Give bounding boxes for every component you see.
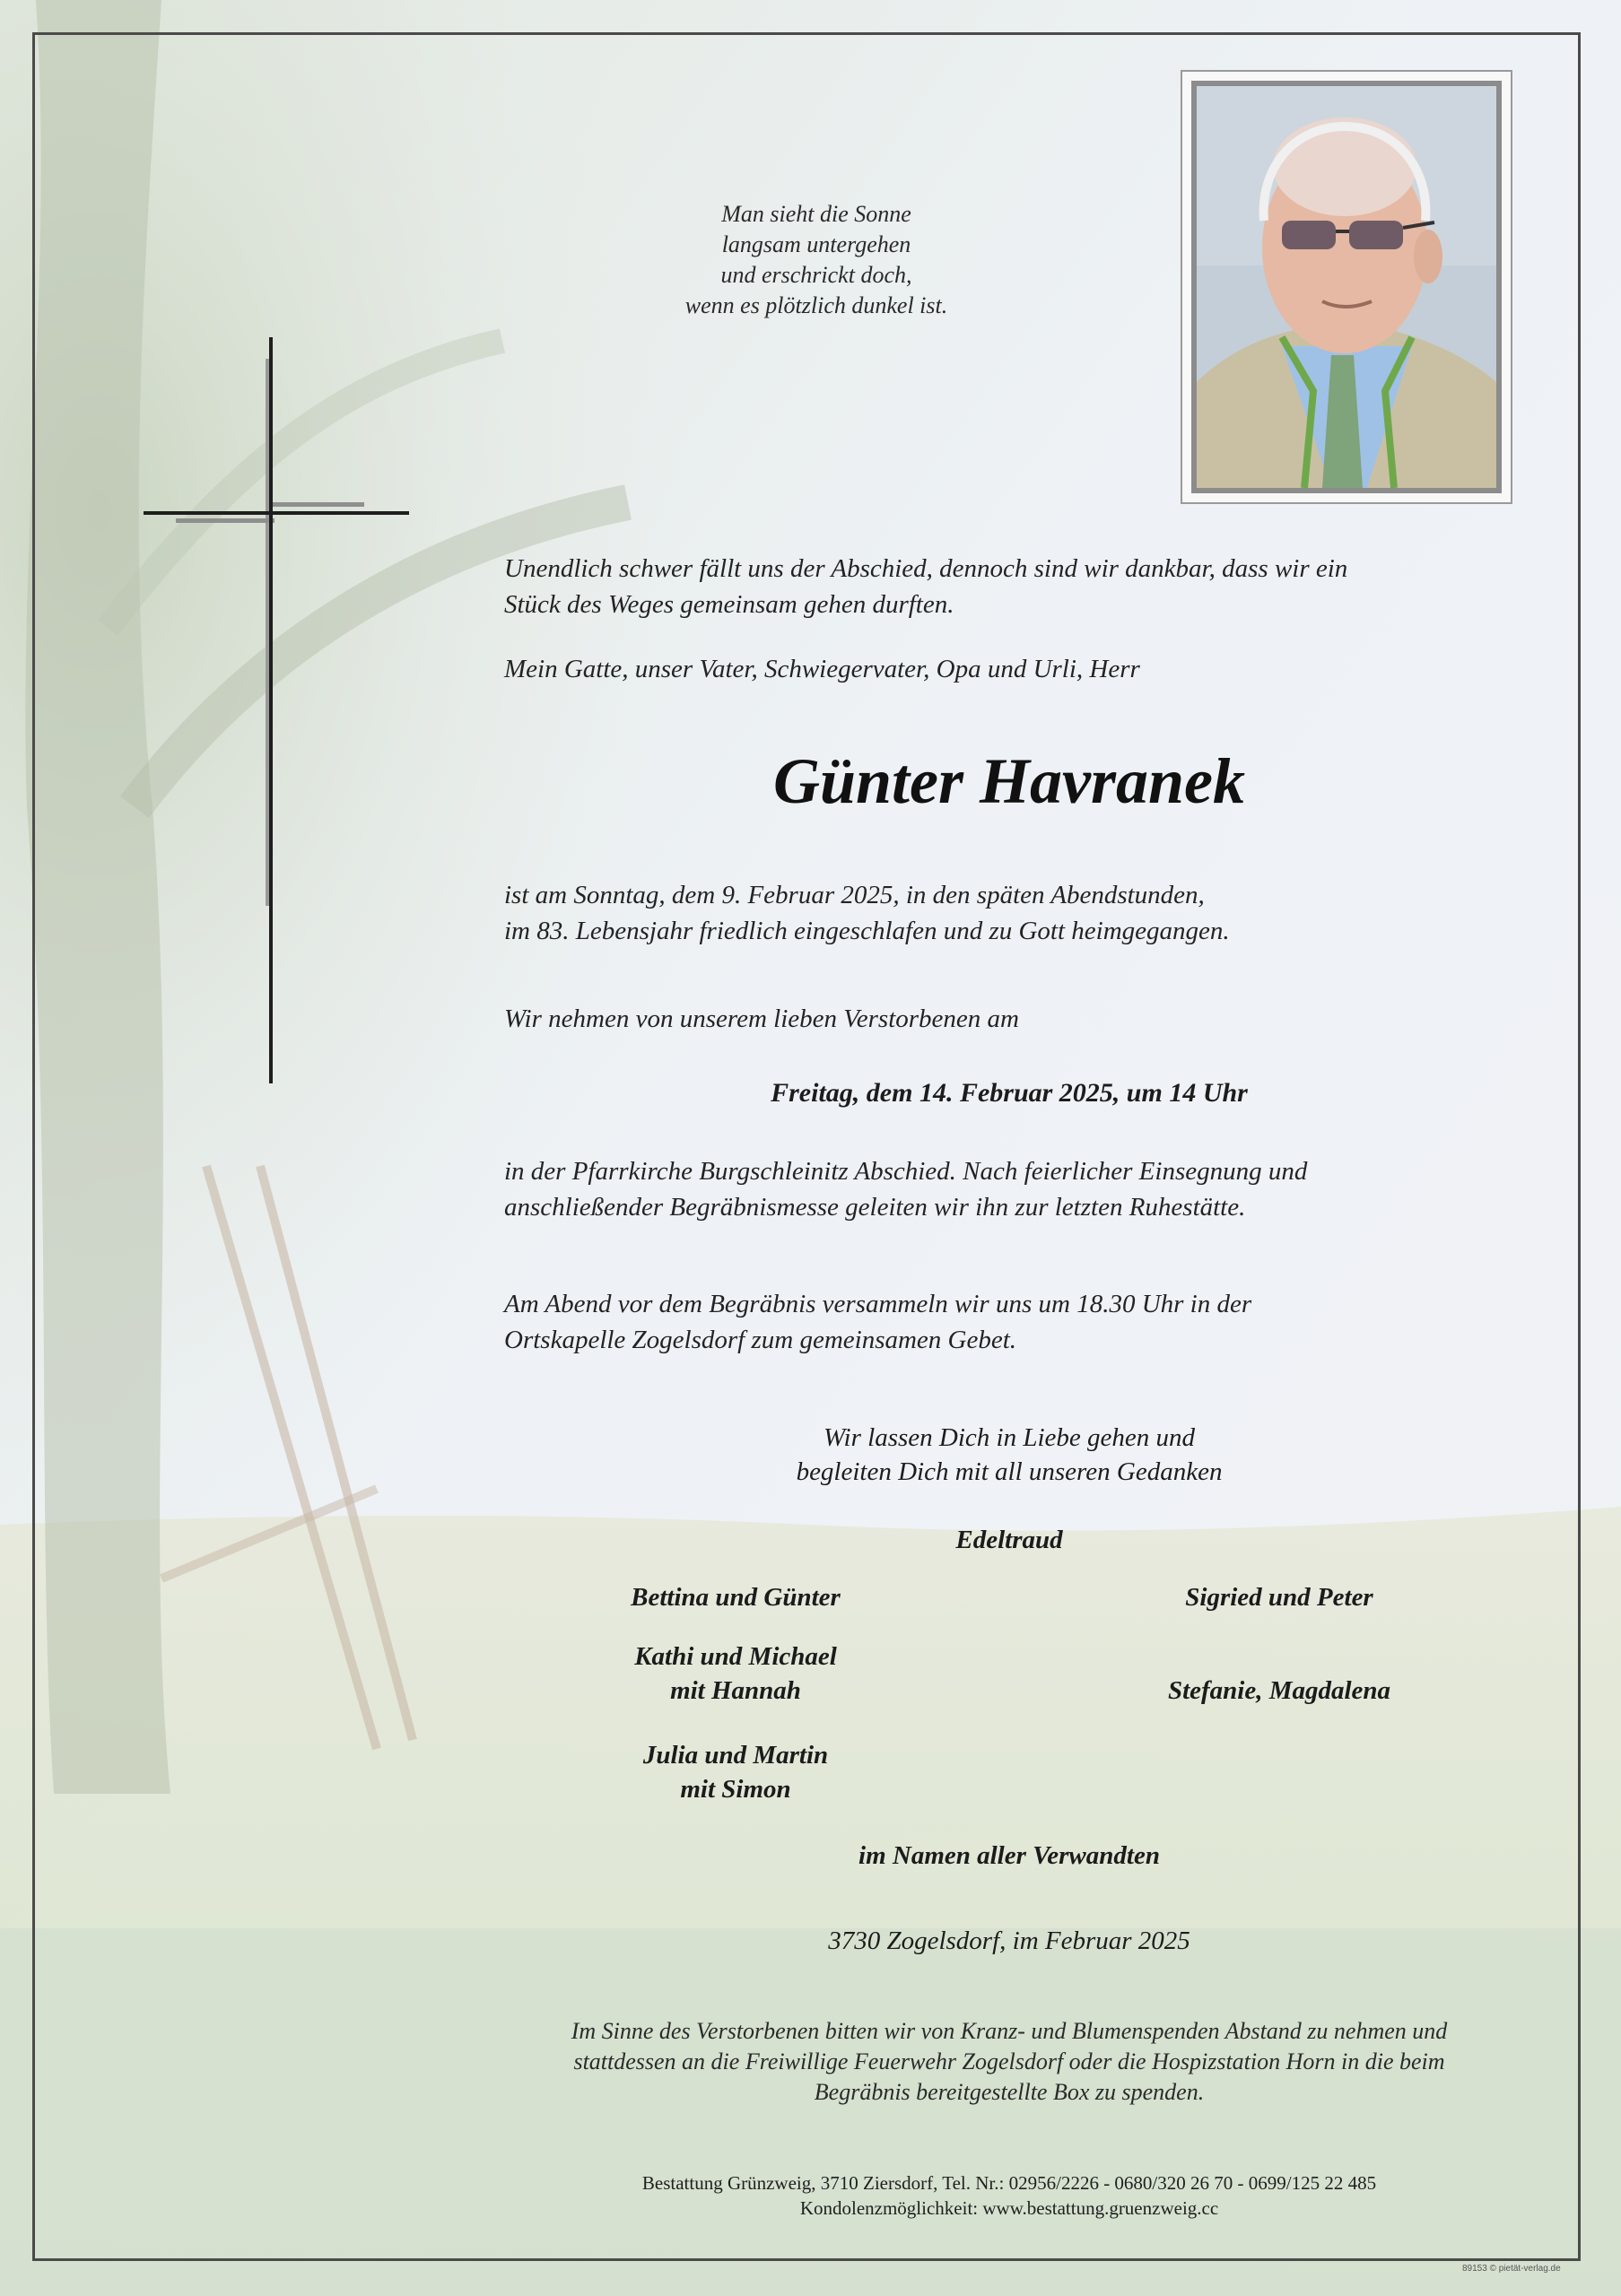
portrait-frame <box>1181 70 1512 504</box>
death-notice <box>504 877 1527 949</box>
family-member-line: mit Hannah <box>670 1676 801 1705</box>
intro-line: Stück des Weges gemeinsam gehen durften. <box>504 590 954 619</box>
poem-line: wenn es plötzlich dunkel ist. <box>684 292 948 318</box>
family-member-group <box>556 1639 915 1708</box>
family-member-group <box>1100 1580 1459 1614</box>
farewell-line: in der Pfarrkirche Burgschleinitz Abschied. Nach feierlicher Einsegnung und <box>504 1157 1308 1186</box>
relation-text: Mein Gatte, unser Vater, Schwiegervater, Opa und Urli, Herr <box>504 655 1140 683</box>
footer-contact: Bestattung Grünzweig, 3710 Ziersdorf, Tel. Nr.: 02956/2226 - 0680/320 26 70 - 0699/125 22 485 <box>641 2172 1377 2194</box>
farewell-line: anschließender Begräbnismesse geleiten wir ihn zur letzten Ruhestätte. <box>504 1193 1246 1222</box>
poem-line: langsam untergehen <box>721 231 911 257</box>
evening-prayer <box>504 1286 1527 1358</box>
evening-prayer-line: Ortskapelle Zogelsdorf zum gemeinsamen Gebet. <box>504 1326 1017 1354</box>
footer-condolence: Kondolenzmöglichkeit: www.bestattung.gruenzweig.cc <box>799 2197 1219 2219</box>
cross-shadow-horizontal-left <box>176 518 275 523</box>
poem-line: und erschrickt doch, <box>720 262 912 288</box>
family-member-line: Julia und Martin <box>642 1741 829 1770</box>
donation-line: stattdessen an die Freiwillige Feuerwehr Zogelsdorf oder die Hospizstation Horn in die beim <box>573 2048 1445 2074</box>
cross-shadow-horizontal-right <box>269 502 364 507</box>
family-member-line: Kathi und Michael <box>634 1642 837 1671</box>
family-spouse: Edeltraud <box>955 1526 1063 1554</box>
funeral-date: Freitag, dem 14. Februar 2025, um 14 Uhr <box>771 1078 1248 1108</box>
portrait-illustration <box>1197 86 1496 488</box>
donation-line: Im Sinne des Verstorbenen bitten wir von Kranz- und Blumenspenden Abstand zu nehmen und <box>571 2018 1448 2044</box>
intro-line: Unendlich schwer fällt uns der Abschied, dennoch sind wir dankbar, dass wir ein <box>504 554 1348 583</box>
publisher-mark: © pietät-verlag.de <box>1489 2264 1561 2274</box>
closing-words <box>628 1421 1390 1489</box>
farewell-text <box>504 1153 1527 1225</box>
cross-beam <box>144 511 409 515</box>
deceased-name: Günter Havranek <box>772 745 1246 817</box>
donation-line: Begräbnis bereitgestellte Box zu spenden. <box>814 2079 1205 2105</box>
portrait-photo <box>1191 81 1502 493</box>
death-notice-line: ist am Sonntag, dem 9. Februar 2025, in den späten Abendstunden, <box>504 881 1205 909</box>
closing-line: begleiten Dich mit all unseren Gedanken <box>796 1457 1223 1486</box>
cross-icon <box>269 337 273 1083</box>
family-member-line: mit Simon <box>680 1775 791 1804</box>
undertaker-footer <box>484 2170 1534 2221</box>
family-member-line: Sigried und Peter <box>1185 1583 1373 1612</box>
family-member-group <box>556 1738 915 1806</box>
evening-prayer-line: Am Abend vor dem Begräbnis versammeln wir uns um 18.30 Uhr in der <box>504 1290 1252 1318</box>
family-member-group <box>1100 1674 1459 1708</box>
poem-line: Man sieht die Sonne <box>721 201 911 227</box>
poem <box>610 199 1023 321</box>
print-number: 89153 <box>1462 2264 1487 2274</box>
family-member-line: Bettina und Günter <box>631 1583 841 1612</box>
family-member-group <box>556 1580 915 1614</box>
place-date: 3730 Zogelsdorf, im Februar 2025 <box>828 1926 1190 1955</box>
closing-line: Wir lassen Dich in Liebe gehen und <box>823 1423 1195 1452</box>
donation-request <box>484 2016 1534 2108</box>
family-member-line: Stefanie, Magdalena <box>1167 1676 1391 1705</box>
intro-text <box>504 551 1527 622</box>
relatives-line: im Namen aller Verwandten <box>858 1841 1160 1870</box>
print-mark <box>1462 2264 1561 2274</box>
farewell-intro: Wir nehmen von unserem lieben Verstorbenen am <box>504 1004 1019 1033</box>
death-notice-line: im 83. Lebensjahr friedlich eingeschlafen und zu Gott heimgegangen. <box>504 917 1230 945</box>
